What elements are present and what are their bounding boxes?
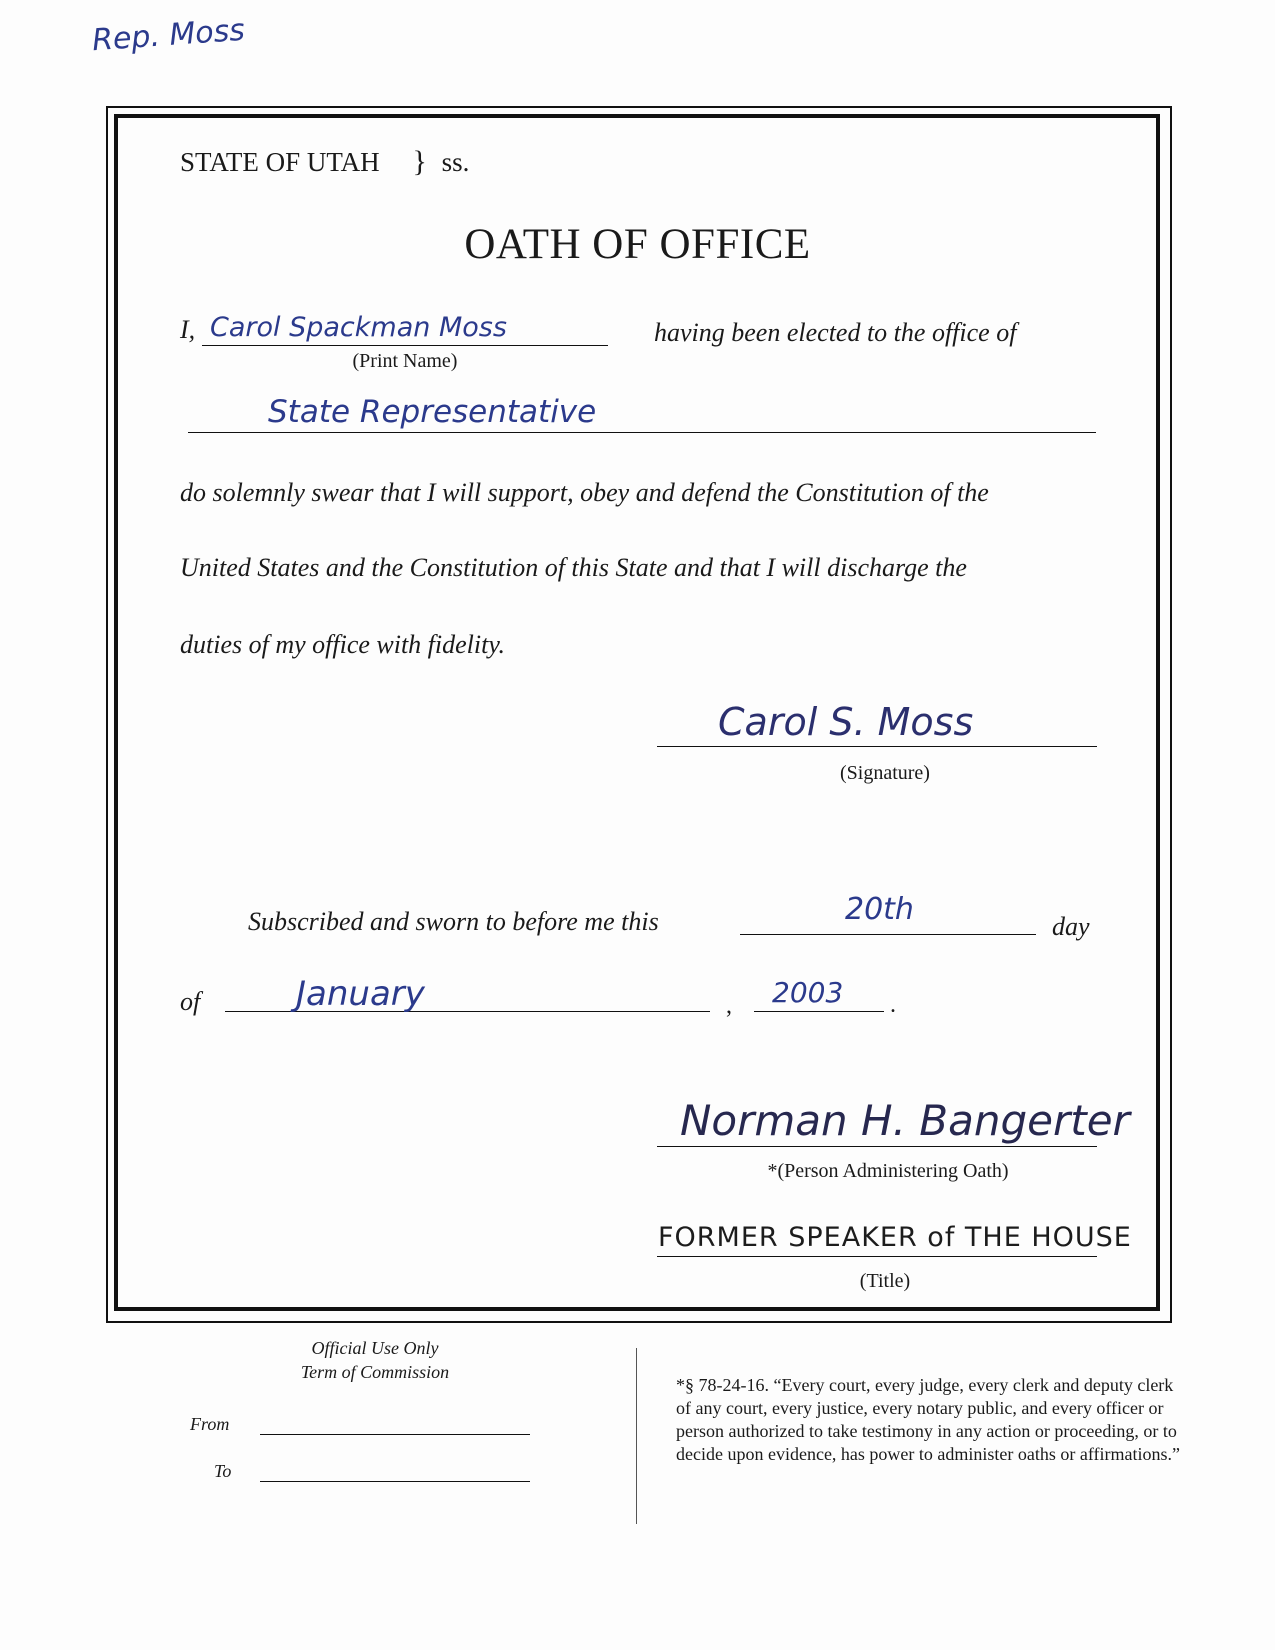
statute-footnote: *§ 78-24-16. “Every court, every judge, every clerk and deputy clerk of any court, every justice, every notary public, and every officer or person authorized to take testimony in any action or proceeding, or to decide upon evidence, has power to administer oaths or affirmations.” xyxy=(676,1375,1181,1464)
oath-body-line-1: do solemnly swear that I will support, obey and defend the Constitution of the xyxy=(180,478,989,507)
brace: } xyxy=(412,145,427,178)
year-value: 2003 xyxy=(772,976,844,1009)
title-line xyxy=(657,1256,1097,1257)
state-name: STATE OF UTAH xyxy=(180,147,380,177)
administrator-line xyxy=(657,1146,1097,1147)
administrator-signature: Norman H. Bangerter xyxy=(680,1096,1130,1145)
oath-body-line-3: duties of my office with fidelity. xyxy=(180,630,505,659)
month-value: January xyxy=(296,974,425,1014)
document-title: OATH OF OFFICE xyxy=(464,221,811,268)
day-label: day xyxy=(1052,912,1090,941)
year-line xyxy=(754,1011,884,1012)
print-name-line xyxy=(202,345,608,346)
from-line xyxy=(260,1434,530,1435)
administrator-title-value: FORMER SPEAKER of THE HOUSE xyxy=(658,1222,1132,1253)
office-value: State Representative xyxy=(268,394,597,430)
administrator-caption: *(Person Administering Oath) xyxy=(767,1160,1009,1182)
signature-line xyxy=(657,746,1097,747)
of-label: of xyxy=(180,987,201,1016)
subscribed-text: Subscribed and sworn to before me this xyxy=(248,907,659,936)
to-label: To xyxy=(214,1461,232,1481)
print-name-value: Carol Spackman Moss xyxy=(210,312,507,343)
elected-text: having been elected to the office of xyxy=(654,318,1017,347)
ss-label: ss. xyxy=(441,147,470,177)
signature-caption: (Signature) xyxy=(840,762,930,784)
comma: , xyxy=(726,993,732,1019)
term-of-commission-heading: Term of Commission xyxy=(300,1362,450,1382)
period: . xyxy=(890,992,896,1018)
state-heading xyxy=(180,145,469,179)
day-line xyxy=(740,934,1036,935)
oath-body-line-2: United States and the Constitution of this State and that I will discharge the xyxy=(180,553,967,582)
official-use-heading: Official Use Only xyxy=(311,1338,439,1358)
from-label: From xyxy=(190,1414,230,1434)
office-line xyxy=(188,432,1096,433)
title-caption: (Title) xyxy=(859,1270,911,1292)
footer-divider xyxy=(636,1348,637,1524)
print-name-caption: (Print Name) xyxy=(352,350,458,372)
handwritten-corner-note: Rep. Moss xyxy=(90,12,246,59)
oath-signature: Carol S. Moss xyxy=(718,700,974,744)
to-line xyxy=(260,1481,530,1482)
day-value: 20th xyxy=(845,892,914,927)
i-prefix: I, xyxy=(180,315,196,344)
